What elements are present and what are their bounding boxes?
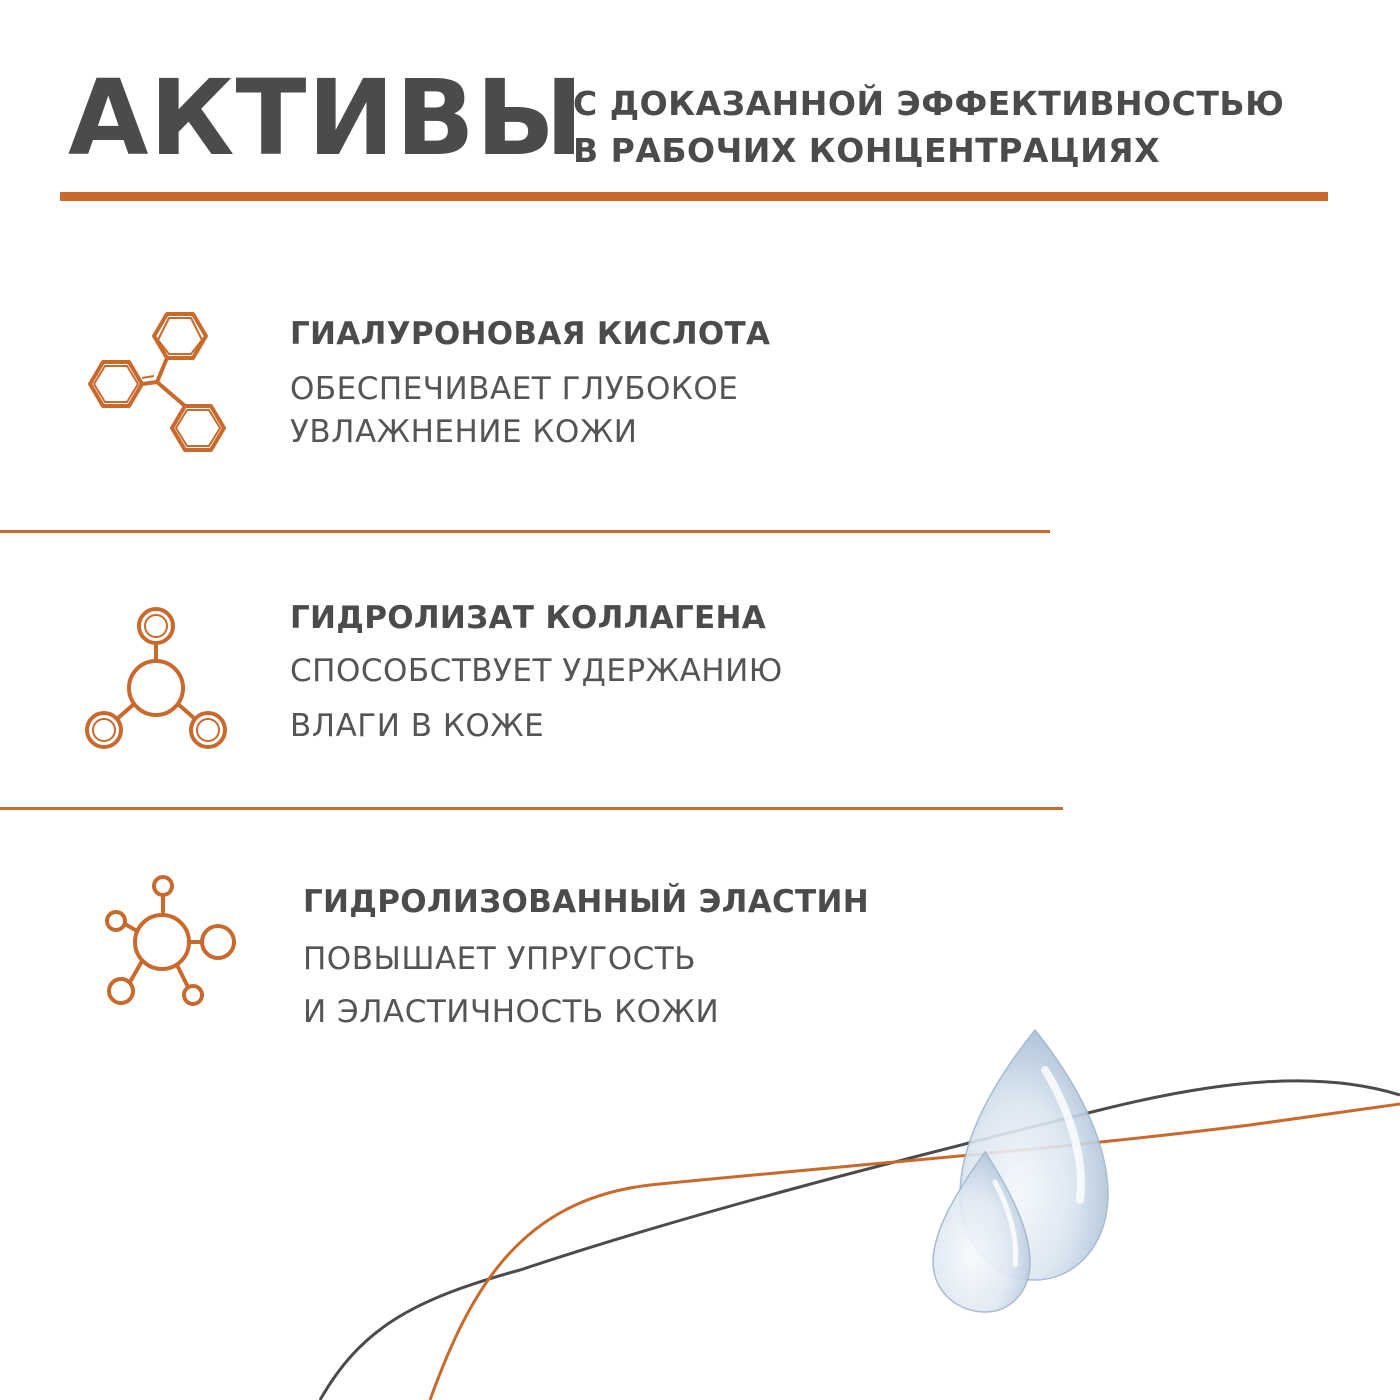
subtitle-line-1: С ДОКАЗАННОЙ ЭФФЕКТИВНОСТЬЮ xyxy=(573,84,1285,123)
item-desc-collagen-1: СПОСОБСТВУЕТ УДЕРЖАНИЮ xyxy=(290,653,783,689)
item-desc-elastin-2: И ЭЛАСТИЧНОСТЬ КОЖИ xyxy=(303,994,720,1030)
item-title-elastin: ГИДРОЛИЗОВАННЫЙ ЭЛАСТИН xyxy=(303,884,869,920)
item-desc-collagen-2: ВЛАГИ В КОЖЕ xyxy=(290,708,545,744)
item-title-hyaluronic: ГИАЛУРОНОВАЯ КИСЛОТА xyxy=(290,316,771,352)
page-title: АКТИВЫ xyxy=(68,57,585,179)
item-desc-hyaluronic-1: ОБЕСПЕЧИВАЕТ ГЛУБОКОЕ xyxy=(290,371,739,407)
subtitle-line-2: В РАБОЧИХ КОНЦЕНТРАЦИЯХ xyxy=(573,131,1161,170)
item-desc-elastin-1: ПОВЫШАЕТ УПРУГОСТЬ xyxy=(303,941,697,977)
item-title-collagen: ГИДРОЛИЗАТ КОЛЛАГЕНА xyxy=(290,600,767,636)
item-desc-hyaluronic-2: УВЛАЖНЕНИЕ КОЖИ xyxy=(290,414,638,450)
